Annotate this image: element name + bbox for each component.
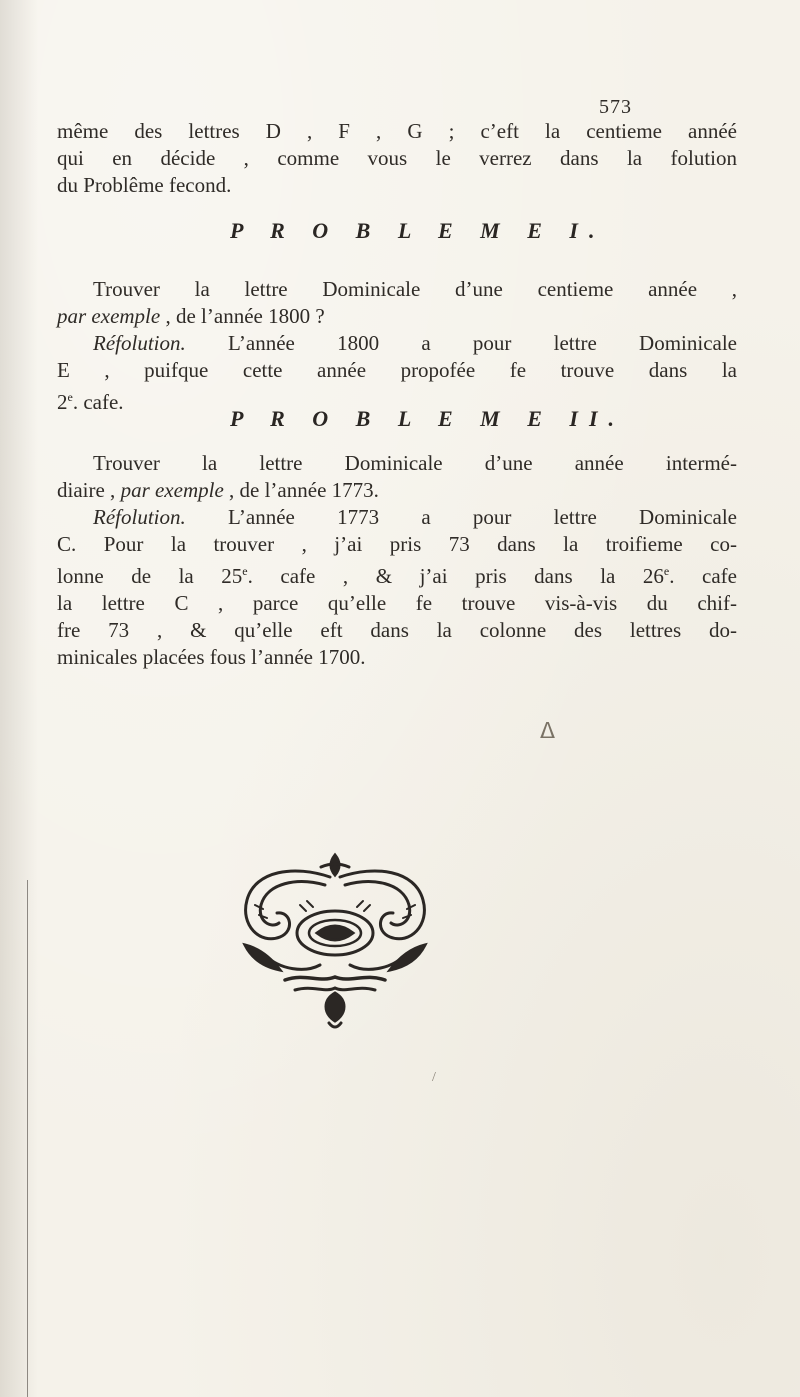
problem-2-question-line: diaire , par exemple , de l’année 1773. bbox=[57, 478, 379, 502]
problem-2-resolution-line: fre 73 , & qu’elle eft dans la colonne des lettres do- bbox=[57, 618, 737, 642]
resolution-label: Réfolution. bbox=[93, 505, 186, 529]
problem-1-title: P R O B L E M E I. bbox=[230, 218, 606, 243]
page-gutter-shadow bbox=[0, 0, 38, 1397]
problem-2-title: P R O B L E M E II. bbox=[230, 406, 626, 431]
text-line: qui en décide , comme vous le verrez dans la folution bbox=[57, 146, 737, 170]
paper-blemish: / bbox=[432, 1070, 436, 1085]
problem-2-resolution-line: C. Pour la trouver , j’ai pris 73 dans la troifieme co- bbox=[57, 532, 737, 556]
resolution-label: Réfolution. bbox=[93, 331, 186, 355]
problem-2-question-line: Trouver la lettre Dominicale d’une année intermé- bbox=[93, 451, 737, 475]
binding-edge bbox=[27, 880, 28, 1397]
resolution-text: L’année 1773 a pour lettre Dominicale bbox=[228, 505, 737, 529]
example-phrase: par exemple bbox=[120, 478, 224, 502]
tailpiece-ornament bbox=[225, 845, 445, 1035]
problem-1-body bbox=[57, 276, 737, 416]
continuation-paragraph bbox=[57, 118, 737, 199]
example-phrase: par exemple bbox=[57, 304, 161, 328]
page-number: 573 bbox=[599, 96, 632, 118]
text-line: du Problême fecond. bbox=[57, 173, 232, 197]
problem-1-resolution-line: E , puifque cette année propofée fe trouve dans la bbox=[57, 358, 737, 382]
problem-1-question-line: par exemple , de l’année 1800 ? bbox=[57, 304, 325, 328]
problem-2-body bbox=[57, 450, 737, 671]
problem-1-resolution-line bbox=[57, 330, 737, 357]
problem-1-resolution-line: 2e. cafe. bbox=[57, 390, 124, 414]
paper-blemish: ᐃ bbox=[540, 718, 556, 743]
text-line: même des lettres D , F , G ; c’eft la centieme annéé bbox=[57, 119, 737, 143]
problem-2-resolution-line: lonne de la 25e. cafe , & j’ai pris dans la 26e. cafe bbox=[57, 564, 737, 588]
problem-2-resolution-line: la lettre C , parce qu’elle fe trouve vis-à-vis du chif- bbox=[57, 591, 737, 615]
problem-2-resolution-line: minicales placées fous l’année 1700. bbox=[57, 645, 366, 669]
problem-2-resolution-line bbox=[57, 504, 737, 531]
resolution-text: L’année 1800 a pour lettre Dominicale bbox=[228, 331, 737, 355]
problem-1-question-line: Trouver la lettre Dominicale d’une centieme année , bbox=[93, 277, 737, 301]
